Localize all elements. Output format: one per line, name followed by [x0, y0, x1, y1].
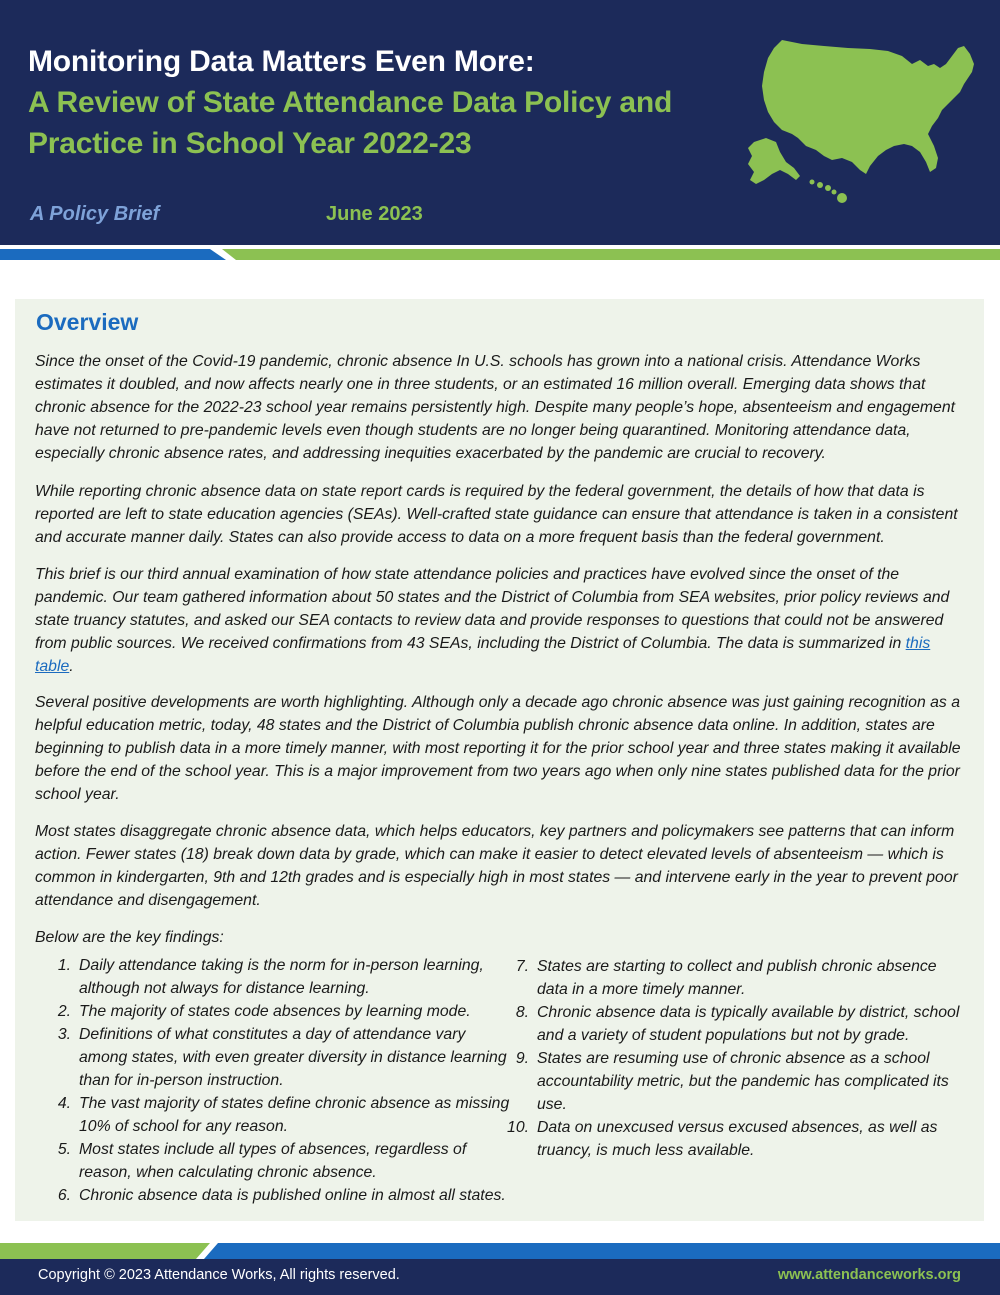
finding-text: States are starting to collect and publish chronic absence data in a more timely manner.: [537, 958, 937, 998]
header-stripes: [0, 245, 1000, 265]
paragraph-3-end: .: [69, 658, 74, 675]
finding-number: 5.: [57, 1141, 71, 1158]
finding-number: 3.: [57, 1026, 71, 1043]
finding-item: [501, 1116, 961, 1162]
finding-item: [501, 1001, 961, 1047]
finding-text: The vast majority of states define chronic absence as missing 10% of school for any reason.: [79, 1095, 510, 1135]
findings-intro: Below are the key findings:: [35, 929, 224, 946]
this-table-link[interactable]: this table: [35, 635, 931, 675]
finding-item: [43, 1023, 513, 1092]
finding-item: [43, 1138, 513, 1184]
paragraph-3-text: This brief is our third annual examination of how state attendance policies and practices have evolved since the onset of the pandemic. Our team gathered information about 50 states and the District of Columbia from SEA websites, prior policy reviews and state truancy statutes, and asked our SEA contacts to review data and provide responses to questions that could not be answered from public sources. We received confirmations from 43 SEAs, including the District of Columbia. The data is summarized in: [35, 566, 950, 652]
finding-number: 2.: [57, 1003, 71, 1020]
finding-text: Daily attendance taking is the norm for in-person learning, although not always for distance learning.: [79, 957, 484, 997]
finding-item: [43, 954, 513, 1000]
website-link[interactable]: www.attendanceworks.org: [777, 1267, 961, 1283]
finding-number: 4.: [57, 1095, 71, 1112]
overview-panel: [15, 299, 984, 1221]
title-line-2: A Review of State Attendance Data Policy and: [28, 86, 673, 119]
finding-item: [501, 955, 961, 1001]
title-line-1: Monitoring Data Matters Even More:: [28, 45, 535, 78]
finding-item: [43, 1092, 513, 1138]
finding-text: Chronic absence data is published online in almost all states.: [79, 1187, 506, 1204]
finding-text: Definitions of what constitutes a day of attendance vary among states, with even greater diversity in distance learning than for in-person instruction.: [79, 1026, 507, 1089]
finding-number: 6.: [57, 1187, 71, 1204]
footer-bar: [0, 1259, 1000, 1295]
finding-text: Chronic absence data is typically available by district, school and a variety of student populations but not by grade.: [537, 1004, 960, 1044]
finding-text: The majority of states code absences by learning mode.: [79, 1003, 471, 1020]
footer-stripes: [0, 1243, 1000, 1259]
brief-type-label: A Policy Brief: [30, 203, 160, 225]
overview-paragraph-1: Since the onset of the Covid-19 pandemic, chronic absence In U.S. schools has grown into a national crisis. Attendance Works estimates it doubled, and now affects nearly one in three students, or an estimated 16 million overall. Emerging data shows that chronic absence for the 2022-23 school year remains persistently high. Despite many people’s hope, absenteeism and engagement have not returned to pre-pandemic levels even though students are no longer being quarantined. Monitoring attendance data, especially chronic absence rates, and addressing inequities exacerbated by the pandemic are crucial to recovery.: [35, 353, 955, 462]
finding-text: States are resuming use of chronic absence as a school accountability metric, but the pandemic has complicated its use.: [537, 1050, 949, 1113]
publication-date: June 2023: [326, 203, 423, 225]
findings-list-left: [43, 954, 513, 1207]
finding-text: Data on unexcused versus excused absences, as well as truancy, is much less available.: [537, 1119, 938, 1159]
overview-heading: Overview: [36, 309, 139, 335]
finding-number: 10.: [507, 1119, 529, 1136]
header-banner: [0, 0, 1000, 245]
us-map-icon: [742, 34, 982, 214]
finding-item: [43, 1000, 513, 1023]
finding-number: 9.: [515, 1050, 529, 1067]
finding-item: [43, 1184, 513, 1207]
overview-paragraph-2: While reporting chronic absence data on state report cards is required by the federal government, the details of how that data is reported are left to state education agencies (SEAs). Well-crafted state guidance can ensure that attendance is taken in a consistent and accurate manner daily. States can also provide access to data on a more frequent basis than the federal government.: [35, 483, 958, 546]
overview-paragraph-4: Several positive developments are worth highlighting. Although only a decade ago chronic absence was just gaining recognition as a helpful education metric, today, 48 states and the District of Columbia publish chronic absence data online. In addition, states are beginning to publish data in a more timely manner, with most reporting it for the prior school year and three states making it available before the end of the school year. This is a major improvement from two years ago when only nine states published data for the prior school year.: [35, 694, 961, 803]
overview-paragraph-3: [35, 563, 970, 678]
finding-number: 1.: [57, 957, 71, 974]
finding-item: [501, 1047, 961, 1116]
findings-list-right: [501, 955, 961, 1162]
finding-number: 7.: [515, 958, 529, 975]
finding-number: 8.: [515, 1004, 529, 1021]
finding-text: Most states include all types of absences, regardless of reason, when calculating chronic absence.: [79, 1141, 467, 1181]
copyright-text: Copyright © 2023 Attendance Works, All rights reserved.: [38, 1267, 400, 1283]
overview-paragraph-5: Most states disaggregate chronic absence data, which helps educators, key partners and policymakers see patterns that can inform action. Fewer states (18) break down data by grade, which can make it easier to detect elevated levels of absenteeism — which is common in kindergarten, 9th and 12th grades and is especially high in most states — and intervene early in the year to prevent poor attendance and disengagement.: [35, 823, 958, 909]
title-line-3: Practice in School Year 2022-23: [28, 127, 472, 160]
